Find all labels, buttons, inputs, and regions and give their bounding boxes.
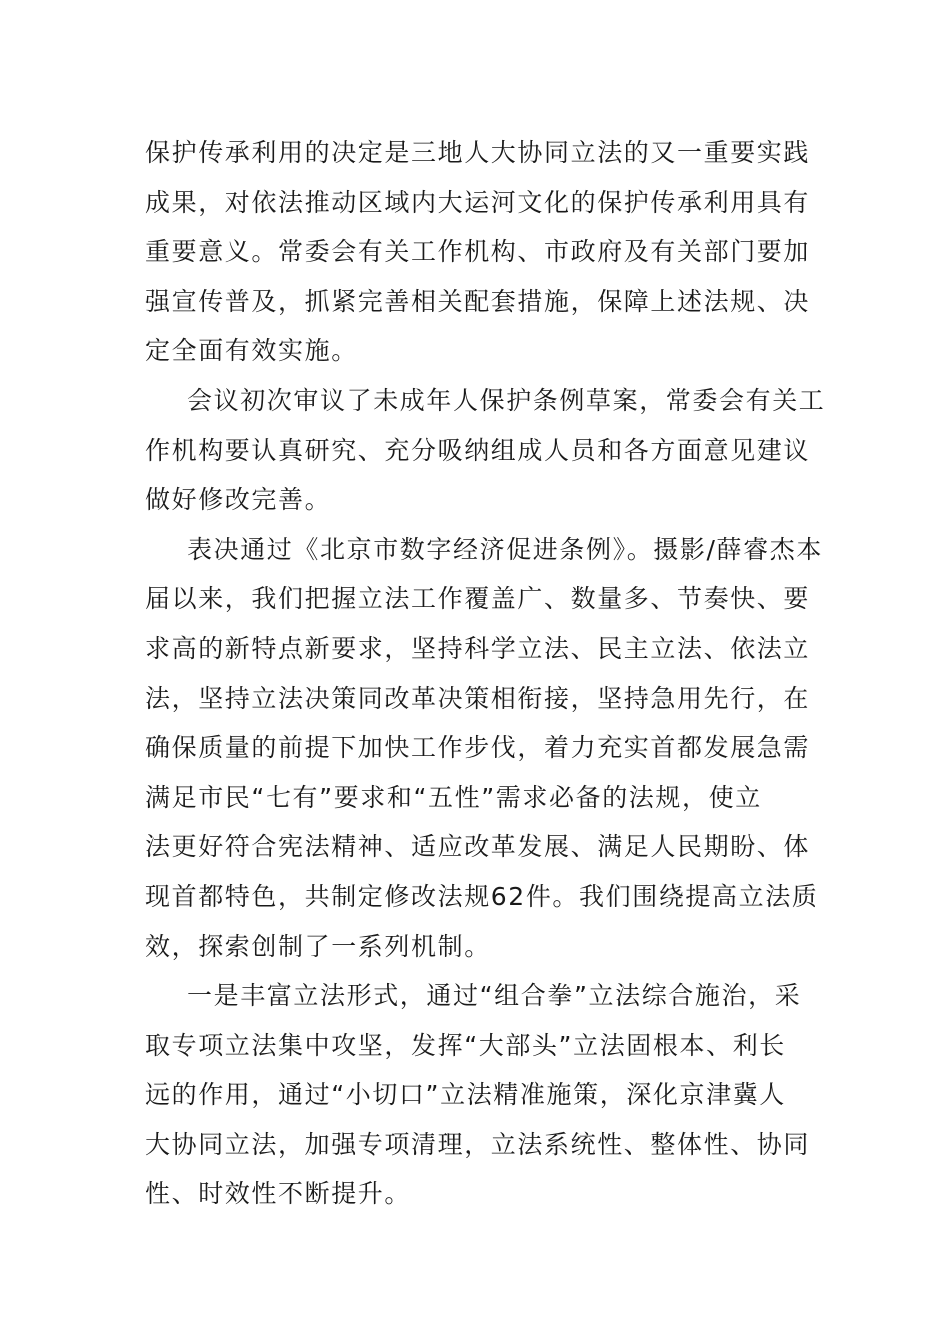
text-line: 重要意义。常委会有关工作机构、市政府及有关部门要加 (145, 237, 811, 267)
text-line: 法更好符合宪法精神、适应改革发展、满足人民期盼、体 (145, 832, 811, 862)
text-line: 求高的新特点新要求，坚持科学立法、民主立法、依法立 (145, 633, 811, 663)
text-line: 效，探索创制了一系列机制。 (145, 931, 491, 961)
text-line: 大协同立法，加强专项清理，立法系统性、整体性、协同 (145, 1129, 811, 1159)
text-line: 确保质量的前提下加快工作步伐，着力充实首都发展急需 (145, 733, 811, 763)
text-line: 届以来，我们把握立法工作覆盖广、数量多、节奏快、要 (145, 584, 811, 614)
text-line: 远的作用，通过“小切口”立法精准施策，深化京津冀人 (145, 1080, 786, 1110)
text-line: 做好修改完善。 (145, 485, 332, 515)
text-line: 表决通过《北京市数字经济促进条例》。摄影/薛睿杰本 (187, 534, 823, 564)
text-line: 性、时效性不断提升。 (145, 1179, 412, 1209)
text-line: 会议初次审议了未成年人保护条例草案，常委会有关工 (187, 385, 826, 415)
text-line: 现首都特色，共制定修改法规62件。我们围绕提高立法质 (145, 881, 819, 911)
text-line: 强宣传普及，抓紧完善相关配套措施，保障上述法规、决 (145, 286, 811, 316)
paragraph-4 (145, 971, 810, 1219)
paragraph-1 (145, 128, 810, 376)
text-line: 法，坚持立法决策同改革决策相衔接，坚持急用先行，在 (145, 683, 811, 713)
document-body (145, 128, 826, 1219)
paragraph-3 (145, 525, 823, 971)
text-line: 取专项立法集中攻坚，发挥“大部头”立法固根本、利长 (145, 1030, 786, 1060)
paragraph-2 (145, 376, 826, 525)
text-line: 满足市民“七有”要求和“五性”需求必备的法规，使立 (145, 782, 762, 812)
text-line: 一是丰富立法形式，通过“组合拳”立法综合施治，采 (187, 981, 802, 1011)
text-line: 保护传承利用的决定是三地人大协同立法的又一重要实践 (145, 138, 811, 167)
text-line: 定全面有效实施。 (145, 336, 358, 366)
text-line: 作机构要认真研究、充分吸纳组成人员和各方面意见建议 (145, 435, 811, 465)
text-line: 成果，对依法推动区域内大运河文化的保护传承利用具有 (145, 187, 811, 217)
